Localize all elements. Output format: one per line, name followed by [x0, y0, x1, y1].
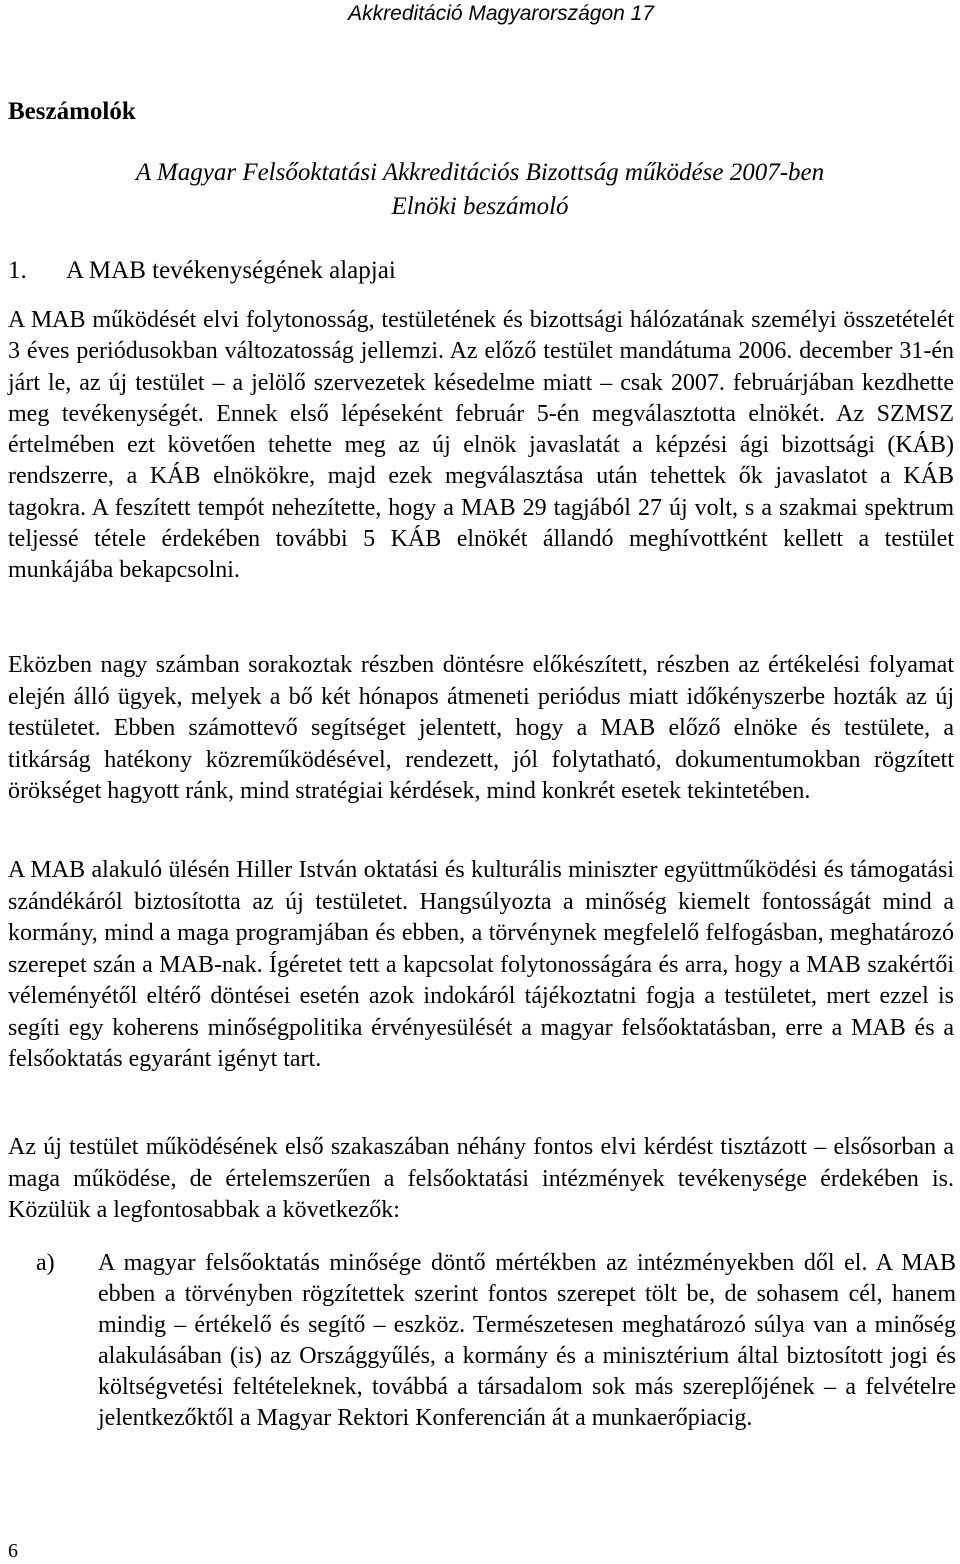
paragraph: A MAB működését elvi folytonosság, testületének és bizottsági hálózatának személyi összetételét 3 éves periódusokban változatosság jellemzi. Az előző testület mandátuma 2006. december 31-én járt le, az új testület – a jelölő szervezetek késedelme miatt – csak 2007. februárjában kezdhette meg tevékenységét. Ennek első lépéseként február 5-én megválasztotta elnökét. Az SZMSZ értelmében ezt követően tehette meg az új elnök javaslatát a képzési ági bizottsági (KÁB) rendszerre, a KÁB elnökökre, majd ezek megválasztása után tehettek ők javaslatot a KÁB tagokra. A feszített tempót nehezítette, hogy a MAB 29 tagjából 27 új volt, s a szakmai spektrum teljessé tétele érdekében további 5 KÁB elnökét állandó meghívottként kellett a testület munkájába bekapcsolni.	[8, 307, 954, 584]
running-header: Akkreditáció Magyarországon 17	[348, 2, 654, 25]
paragraph: Az új testület működésének első szakaszában néhány fontos elvi kérdést tisztázott – elsősorban a maga működése, de értelemszerűen a felsőoktatási intézmények tevékenysége érdekében is. Közülük a legfontosabbak a következők:	[8, 1134, 954, 1223]
paragraph: Eközben nagy számban sorakoztak részben döntésre előkészített, részben az értékelési folyamat elején álló ügyek, melyek a bő két hónapos átmeneti periódus miatt időkényszerbe hozták az új testületet. Ebben számottevő segítséget jelentett, hogy a MAB előző elnöke és testülete, a titkárság hatékony közreműködésével, rendezett, jól folytatható, dokumentumokban rögzített örökséget hagyott ránk, mind stratégiai kérdések, mind konkrét esetek tekintetében.	[8, 652, 954, 804]
page-number: 6	[8, 1540, 18, 1562]
heading-text: A MAB tevékenységének alapjai	[66, 257, 396, 284]
paragraph: A MAB alakuló ülésén Hiller István oktatási és kulturális miniszter együttműködési és támogatási szándékáról biztosította az új testületet. Hangsúlyozta a minőség kiemelt fontosságát mind a kormány, mind a maga programjában és ebben, a törvénynek megfelelő felfogásban, meghatározó szerepet szán a MAB-nak. Ígéretet tett a kapcsolat folytonosságára és arra, hogy a MAB szakértői véleményétől eltérő döntései esetén azok indokáról tájékoztatni fogja a testületet, mert ezzel is segíti egy koherens minőségpolitika érvényesülését a magyar felsőoktatásban, erre a MAB és a felsőoktatás egyaránt igényt tart.	[8, 857, 954, 1072]
article-subtitle: Elnöki beszámoló	[391, 193, 569, 220]
list-item-marker: a)	[36, 1250, 55, 1276]
section-title: Beszámolók	[8, 98, 136, 125]
article-title: A Magyar Felsőoktatási Akkreditációs Bizottság működése 2007-ben	[135, 159, 825, 186]
list-item-text: A magyar felsőoktatás minősége döntő mértékben az intézményekben dől el. A MAB ebben a törvényben rögzítettek szerint fontos szerepet tölt be, de sohasem cél, hanem mindig – értékelő és segítő – eszköz. Természetesen meghatározó súlya van a minőség alakulásában (is) az Országgyűlés, a kormány és a minisztérium által biztosított jogi és költségvetési feltételeknek, továbbá a társadalom sok más szereplőjének – a felvételre jelentkezőktől a Magyar Rektori Konferencián át a munkaerőpiacig.	[98, 1250, 956, 1431]
heading-number: 1.	[8, 257, 27, 284]
